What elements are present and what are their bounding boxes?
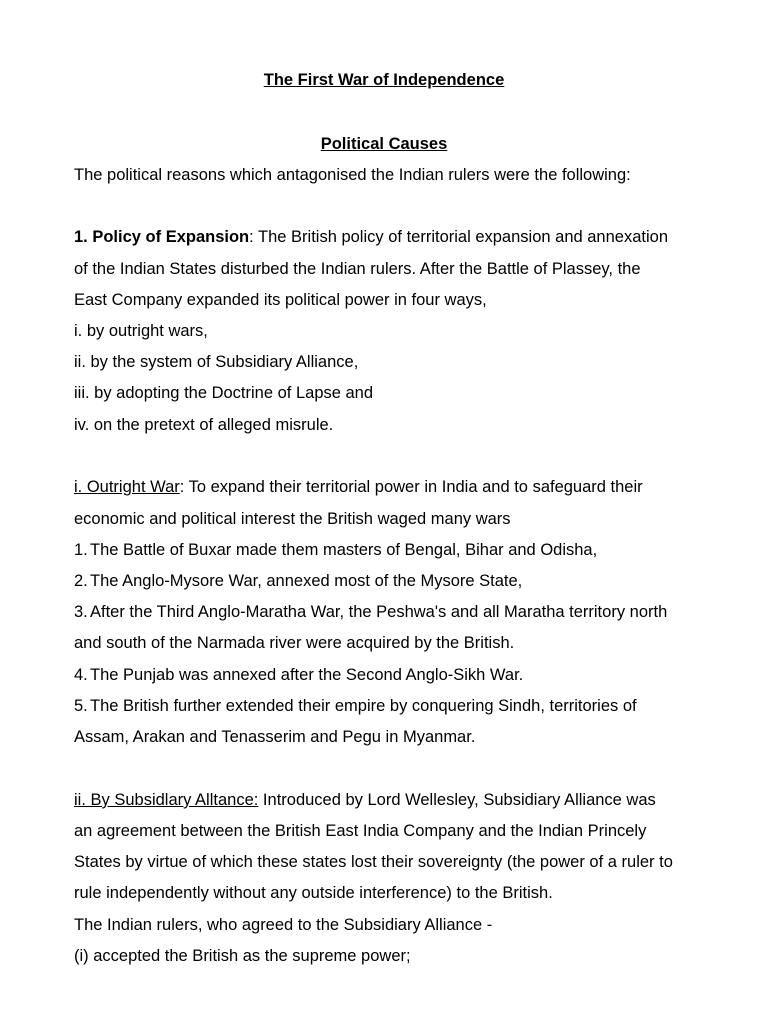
numbered-item-continuation: Assam, Arakan and Tenasserim and Pegu in Myanmar. bbox=[74, 728, 476, 746]
subsidiary-paragraph-line-5: The Indian rulers, who agreed to the Subsidiary Alliance - bbox=[74, 916, 493, 934]
list-item: i. by outright wars, bbox=[74, 322, 208, 340]
policy-text: : The British policy of territorial expansion and annexation bbox=[249, 228, 668, 246]
item-number: 1. bbox=[74, 541, 88, 559]
outright-war-label: i. Outright War bbox=[74, 478, 180, 496]
subsidiary-paragraph-line-3: States by virtue of which these states lost their sovereignty (the power of a ruler to bbox=[74, 853, 673, 871]
subsidiary-paragraph-line-6: (i) accepted the British as the supreme power; bbox=[74, 947, 411, 965]
item-number: 4. bbox=[74, 666, 88, 684]
subsidiary-label: ii. By Subsidlary Alltance: bbox=[74, 791, 259, 809]
subsidiary-paragraph-line-1 bbox=[74, 790, 656, 810]
document-title: The First War of Independence bbox=[263, 71, 505, 89]
item-text: The British further extended their empire by conquering Sindh, territories of bbox=[90, 697, 637, 715]
subsidiary-paragraph-line-4: rule independently without any outside interference) to the British. bbox=[74, 884, 553, 902]
policy-paragraph-line-1 bbox=[74, 227, 668, 247]
list-item: iv. on the pretext of alleged misrule. bbox=[74, 416, 334, 434]
item-text: The Anglo-Mysore War, annexed most of the Mysore State, bbox=[90, 572, 523, 590]
numbered-item bbox=[74, 602, 667, 622]
section-heading: Political Causes bbox=[320, 135, 448, 153]
item-text: The Battle of Buxar made them masters of Bengal, Bihar and Odisha, bbox=[90, 541, 598, 559]
numbered-item-continuation: and south of the Narmada river were acquired by the British. bbox=[74, 634, 515, 652]
outright-war-paragraph-line-1 bbox=[74, 477, 643, 497]
item-text: The Punjab was annexed after the Second Anglo-Sikh War. bbox=[90, 666, 524, 684]
subsidiary-text: Introduced by Lord Wellesley, Subsidiary Alliance was bbox=[258, 791, 656, 809]
policy-paragraph-line-2: of the Indian States disturbed the Indian rulers. After the Battle of Plassey, the bbox=[74, 260, 641, 278]
list-item: iii. by adopting the Doctrine of Lapse and bbox=[74, 384, 374, 402]
numbered-item bbox=[74, 540, 597, 560]
intro-paragraph: The political reasons which antagonised the Indian rulers were the following: bbox=[74, 166, 631, 184]
list-item: ii. by the system of Subsidiary Alliance, bbox=[74, 353, 359, 371]
outright-war-text: : To expand their territorial power in India and to safeguard their bbox=[179, 478, 643, 496]
item-number: 2. bbox=[74, 572, 88, 590]
policy-paragraph-line-3: East Company expanded its political power in four ways, bbox=[74, 291, 487, 309]
numbered-item bbox=[74, 665, 523, 685]
subsidiary-paragraph-line-2: an agreement between the British East India Company and the Indian Princely bbox=[74, 822, 647, 840]
numbered-item bbox=[74, 571, 522, 591]
policy-label: 1. Policy of Expansion bbox=[74, 228, 250, 246]
item-number: 3. bbox=[74, 603, 88, 621]
item-number: 5. bbox=[74, 697, 88, 715]
outright-war-paragraph-line-2: economic and political interest the British waged many wars bbox=[74, 510, 511, 528]
numbered-item bbox=[74, 696, 637, 716]
item-text: After the Third Anglo-Maratha War, the Peshwa's and all Maratha territory north bbox=[90, 603, 668, 621]
